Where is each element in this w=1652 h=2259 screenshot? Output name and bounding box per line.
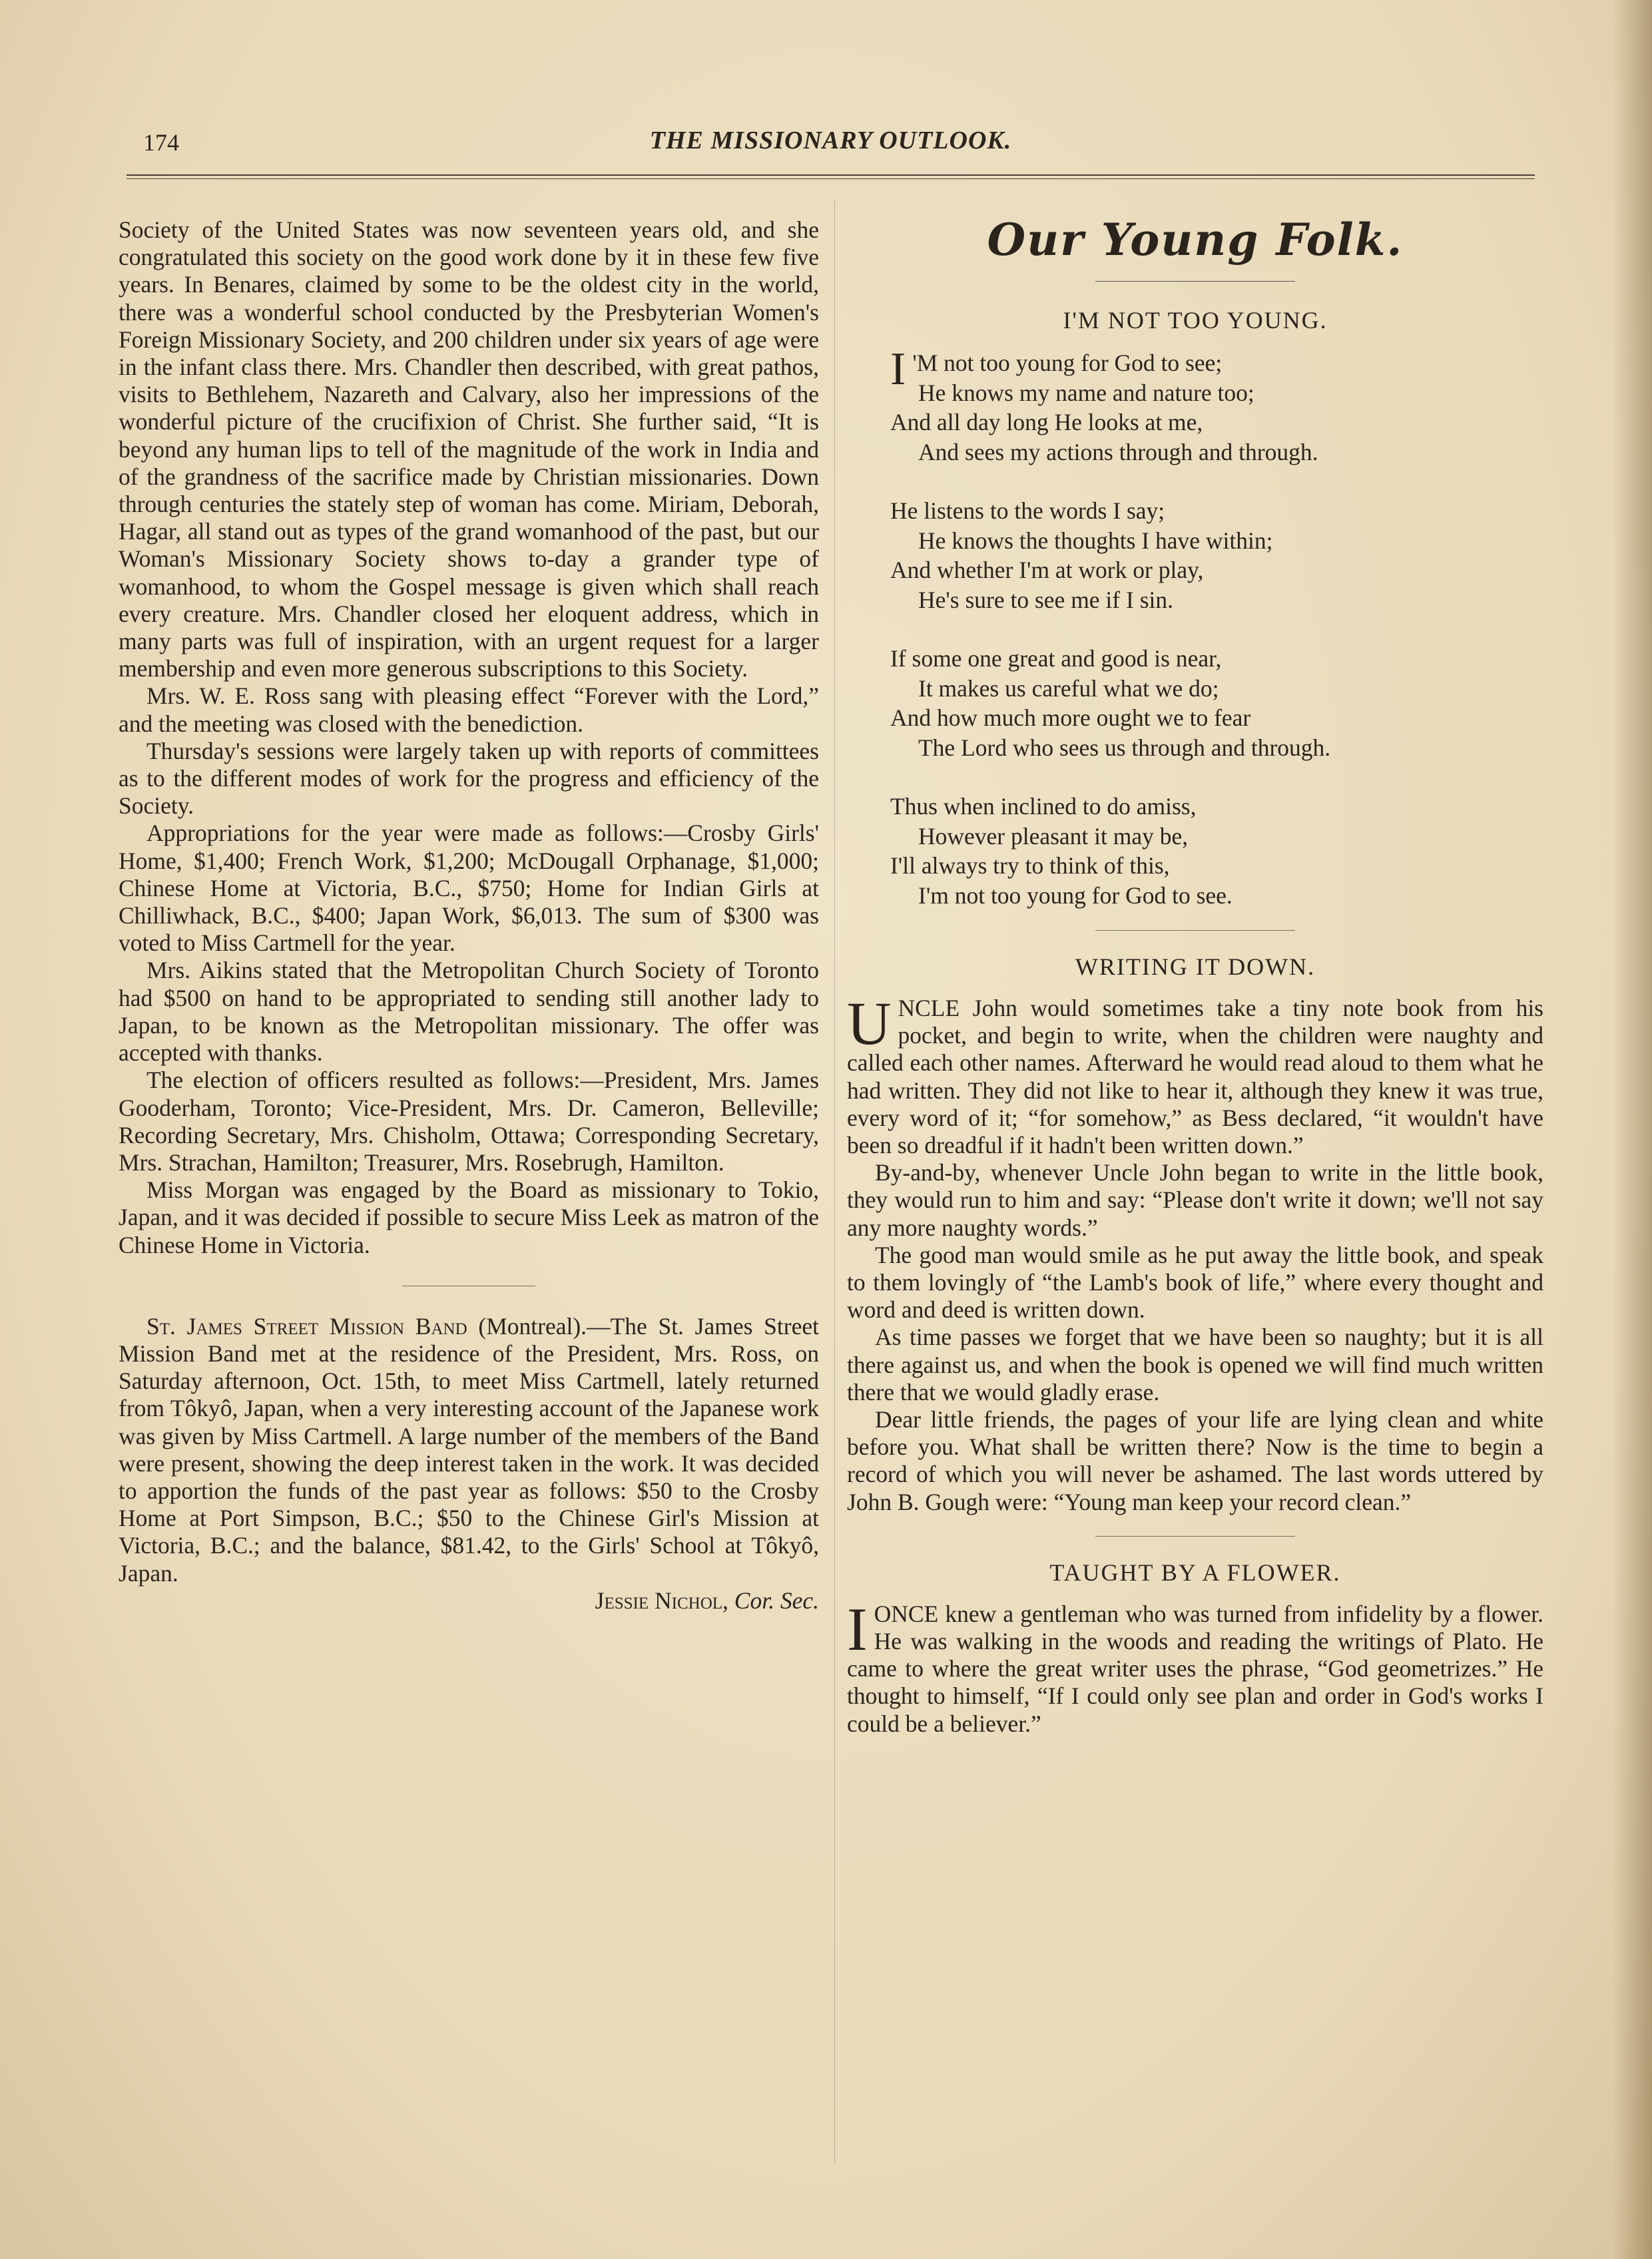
article-title: WRITING IT DOWN. xyxy=(1075,953,1316,980)
poem-title: I'M NOT TOO YOUNG. xyxy=(1063,307,1328,334)
stanza xyxy=(890,496,1543,615)
poem-line: And sees my actions through and through. xyxy=(918,438,1318,465)
page-edge-shadow xyxy=(1612,0,1652,2259)
paragraph: IONCE knew a gentleman who was turned from infidelity by a flower. He was walking in the woods and reading the writings of Plato. He came to where the great writer uses the phrase, “God geometrizes.” He thought to himself, “If I could only see plan and order in God's works I could be a believer.” xyxy=(847,1595,1543,1737)
paragraph: Thursday's sessions were largely taken up with reports of committees as to the different modes of work for the progress and efficiency of the Society. xyxy=(119,737,819,820)
drop-cap: I xyxy=(847,1595,868,1663)
poem-line: He listens to the words I say; xyxy=(890,497,1165,524)
paragraph: The election of officers resulted as follows:—President, Mrs. James Gooderham, Toronto; Vice-President, Mrs. Dr. Cameron, Belleville; Recording Secretary, Mrs. Chisholm, Ottawa; Corresponding Secretary, Mrs. Strachan, Hamilton; Treasurer, Mrs. Rosebrugh, Hamilton. xyxy=(119,1067,819,1176)
poem-line: It makes us careful what we do; xyxy=(918,674,1219,702)
paragraph: Mrs. W. E. Ross sang with pleasing effect “Forever with the Lord,” and the meeting was closed with the benediction. xyxy=(119,682,819,737)
poem-line: He knows the thoughts I have within; xyxy=(918,527,1273,554)
paragraph: UNCLE John would sometimes take a tiny note book from his pocket, and begin to write, when the children were naughty and called each other names. Afterward he would read aloud to them what he had written. They did not like to hear it, although they knew it was true, every word of it; “for somehow,” as Bess declared, “it wouldn't have been so dreadful if it hadn't been written down.” xyxy=(847,989,1543,1159)
signature-name: Jessie Nichol, xyxy=(595,1587,728,1614)
article-title: TAUGHT BY A FLOWER. xyxy=(1049,1559,1341,1586)
header-rule xyxy=(127,174,1535,179)
band-text: (Montreal).—The St. James Street Mission Band met at the residence of the President, Mrs. Ross, on Saturday afternoon, Oct. 15th, to meet Miss Cartmell, lately returned from Tôkyô, Japan, when a very interesting account of the Japanese work was given by Miss Cartmell. A large number of the members of the Band were present, showing the deep interest taken in the work. It was decided to apportion the funds of the past year as follows: $50 to the Crosby Home at Port Simpson, B.C.; $50 to the Chinese Girl's Mission at Victoria, B.C.; and the balance, $81.42, to the Girls' School at Tôkyô, Japan. xyxy=(119,1312,819,1587)
title-rule xyxy=(1095,281,1295,282)
paragraph: Dear little friends, the pages of your life are lying clean and white before you. What shall be written there? Now is the time to begin a record of which you will never be ashamed. The last words uttered by John B. Gough were: “Young man keep your record clean.” xyxy=(847,1406,1543,1515)
poem-line: I'm not too young for God to see. xyxy=(918,881,1233,909)
section-title: Our Young Folk. xyxy=(987,214,1404,266)
drop-cap: U xyxy=(847,989,892,1057)
running-title: THE MISSIONARY OUTLOOK. xyxy=(649,126,1012,154)
band-heading: St. James Street Mission Band xyxy=(146,1312,467,1340)
paragraph: By-and-by, whenever Uncle John began to write in the little book, they would run to him and say: “Please don't write it down; we'll not say any more naughty words.” xyxy=(847,1159,1543,1241)
mission-band-report xyxy=(119,1313,819,1615)
poem-line: And whether I'm at work or play, xyxy=(890,557,1204,583)
paragraph: The good man would smile as he put away the little book, and speak to them lovingly of “the Lamb's book of life,” where every thought and word and deed is written down. xyxy=(847,1241,1543,1324)
paragraph: Society of the United States was now seventeen years old, and she congratulated this society on the good work done by it in these few five years. In Benares, claimed by some to be the oldest city in the world, there was a wonderful school conducted by the Presbyterian Women's Foreign Missionary Society, and 200 children under six years of age were in the infant class there. Mrs. Chandler then described, with great pathos, visits to Bethlehem, Nazareth and Calvary, also her impressions of the wonderful picture of the crucifixion of Christ. She further said, “It is beyond any human lips to tell of the magnitude of the work in India and of the grandness of the sacrifice made by Christian missionaries. Down through centuries the stately step of woman has come. Miriam, Deborah, Hagar, all stand out as types of the grand womanhood of the past, but our Woman's Missionary Society shows to-day a grander type of womanhood, to whom the Gospel message is given which shall reach every creature. Mrs. Chandler closed her eloquent address, which in many parts was full of inspiration, with an urgent request for a larger membership and even more generous subscriptions to this Society. xyxy=(119,216,819,682)
poem-line: He knows my name and nature too; xyxy=(918,379,1254,406)
paragraph: Miss Morgan was engaged by the Board as missionary to Tokio, Japan, and it was decided if possible to secure Miss Leek as matron of the Chinese Home in Victoria. xyxy=(119,1176,819,1258)
paragraph: Appropriations for the year were made as follows:—Crosby Girls' Home, $1,400; French Work, $1,200; McDougall Orphanage, $1,000; Chinese Home at Victoria, B.C., $750; Home for Indian Girls at Chilliwhack, B.C., $400; Japan Work, $6,013. The sum of $300 was voted to Miss Cartmell for the year. xyxy=(119,820,819,957)
column-divider xyxy=(834,200,835,2164)
section-divider xyxy=(1095,1536,1295,1537)
section-divider xyxy=(1095,930,1295,931)
paragraph: Mrs. Aikins stated that the Metropolitan Church Society of Toronto had $500 on hand to be appropriated to sending still another lady to Japan, to be known as the Metropolitan missionary. The offer was accepted with thanks. xyxy=(119,957,819,1067)
signature-title: Cor. Sec. xyxy=(734,1587,819,1614)
signature xyxy=(119,1587,819,1615)
right-column xyxy=(847,216,1543,1738)
page-number: 174 xyxy=(143,129,179,156)
poem-line: The Lord who sees us through and through. xyxy=(918,734,1331,761)
poem-line: And all day long He looks at me, xyxy=(890,409,1203,435)
stanza xyxy=(890,344,1543,467)
poem-line: And how much more ought we to fear xyxy=(890,704,1251,731)
stanza xyxy=(890,644,1543,762)
poem-line: Thus when inclined to do amiss, xyxy=(890,793,1197,820)
poem-line: He's sure to see me if I sin. xyxy=(918,586,1173,613)
poem-line: If some one great and good is near, xyxy=(890,645,1222,672)
paragraph: As time passes we forget that we have been so naughty; but it is all there against us, and when the book is opened we will find much written there that we would gladly erase. xyxy=(847,1324,1543,1405)
poem xyxy=(847,344,1543,910)
poem-line: I'll always try to think of this, xyxy=(890,852,1170,879)
poem-line: However pleasant it may be, xyxy=(918,822,1189,850)
stanza xyxy=(890,792,1543,910)
poem-line: I 'M not too young for God to see; xyxy=(890,344,1223,395)
drop-cap: I xyxy=(890,344,906,395)
page-header xyxy=(130,123,1531,163)
left-column xyxy=(119,216,819,1615)
